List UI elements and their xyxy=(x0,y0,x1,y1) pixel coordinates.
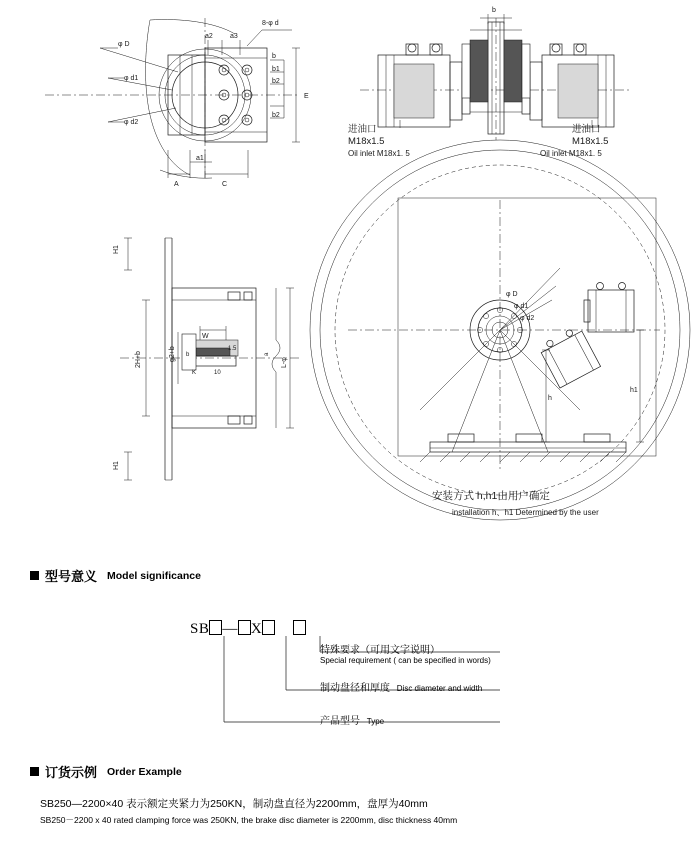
bullet-square-icon-2 xyxy=(30,767,39,776)
section-order-example xyxy=(30,762,182,781)
svg-text:a: a xyxy=(264,352,270,356)
bullet-square-icon xyxy=(30,571,39,580)
section-model-significance xyxy=(30,566,201,585)
cylinder-assembly-group xyxy=(360,7,630,140)
model-legend-item-3-en: Type xyxy=(366,717,385,726)
model-code-x: X xyxy=(250,621,263,637)
svg-text:φ D: φ D xyxy=(506,291,518,298)
model-legend-item-1-en: Special requirement ( can be specified in words) xyxy=(320,656,491,665)
model-code-box-3 xyxy=(262,620,275,635)
svg-text:φ d2: φ d2 xyxy=(124,119,139,126)
svg-text:φ d1: φ d1 xyxy=(514,303,529,310)
svg-text:φ D: φ D xyxy=(118,41,130,48)
svg-text:L-φ: L-φ xyxy=(281,357,288,368)
svg-text:C: C xyxy=(222,181,228,188)
svg-text:E: E xyxy=(304,93,309,100)
model-legend-item-2-cn: 制动盘径和厚度 xyxy=(320,683,390,694)
oil-inlet-right-en: Oil inlet M18x1. 5 xyxy=(540,149,602,158)
oil-inlet-right-cn: 进油口 xyxy=(572,124,601,135)
svg-text:φ d1: φ d1 xyxy=(124,75,139,82)
svg-text:h: h xyxy=(548,395,552,402)
side-view-group xyxy=(113,238,300,480)
svg-text:a3: a3 xyxy=(230,33,238,40)
svg-text:a1: a1 xyxy=(196,155,204,162)
section-model-cn: 型号意义 xyxy=(45,569,98,584)
svg-text:8-φ d: 8-φ d xyxy=(262,20,279,27)
svg-text:2H+b: 2H+b xyxy=(135,351,142,368)
model-code-prefix: SB xyxy=(190,621,210,637)
oil-inlet-right-thread: M18x1.5 xyxy=(572,136,609,147)
svg-text:φ d2: φ d2 xyxy=(520,315,535,322)
svg-text:K: K xyxy=(192,370,197,376)
svg-text:H1: H1 xyxy=(113,245,120,254)
svg-text:W: W xyxy=(202,333,209,340)
svg-text:b: b xyxy=(272,53,276,60)
model-code-box-1 xyxy=(209,620,222,635)
installation-note-cn: 安装方式 h,h1由用户确定 xyxy=(432,490,550,502)
svg-text:h1: h1 xyxy=(630,387,638,394)
front-view-group xyxy=(45,18,309,188)
model-code-box-4 xyxy=(293,620,306,635)
model-legend-item-1 xyxy=(320,641,491,665)
svg-text:b1: b1 xyxy=(272,66,280,73)
section-order-en: Order Example xyxy=(107,765,182,778)
model-legend-item-2 xyxy=(320,679,482,694)
svg-text:b: b xyxy=(492,7,496,14)
svg-text:H1: H1 xyxy=(113,461,120,470)
order-example-cn: SB250—2200×40 表示额定夹紧力为250KN，制动盘直径为2200mm，盘厚为40mm xyxy=(40,798,428,810)
model-legend-item-2-en: Disc diameter and width xyxy=(396,684,483,693)
order-example-en: SB250－2200 x 40 rated clamping force was 250KN, the brake disc diameter is 2200mm, disc thickness 40mm xyxy=(40,815,458,825)
svg-text:b2: b2 xyxy=(272,78,280,85)
svg-text:g2+b: g2+b xyxy=(169,346,176,362)
model-legend-item-3 xyxy=(320,712,384,727)
model-code-box-2 xyxy=(238,620,251,635)
oil-inlet-left-thread: M18x1.5 xyxy=(348,136,385,147)
svg-text:10: 10 xyxy=(214,370,221,376)
section-order-cn: 订货示例 xyxy=(45,765,98,780)
installation-note-en: installation h、h1 Determined by the user xyxy=(452,508,599,517)
svg-text:A: A xyxy=(174,181,179,188)
svg-text:b2: b2 xyxy=(272,112,280,119)
oil-inlet-left-cn: 进油口 xyxy=(348,124,377,135)
model-legend-item-1-cn: 特殊要求（可用文字说明） xyxy=(320,645,440,656)
model-code-dash: — xyxy=(222,621,238,637)
brake-disc-view-group xyxy=(310,140,690,520)
svg-text:1.5: 1.5 xyxy=(228,346,237,352)
section-model-en: Model significance xyxy=(107,569,201,582)
oil-inlet-left-en: Oil inlet M18x1. 5 xyxy=(348,149,410,158)
model-code-line xyxy=(190,620,306,638)
model-legend-item-3-cn: 产品型号 xyxy=(320,716,360,727)
svg-text:a2: a2 xyxy=(205,33,213,40)
svg-text:b: b xyxy=(186,352,190,358)
